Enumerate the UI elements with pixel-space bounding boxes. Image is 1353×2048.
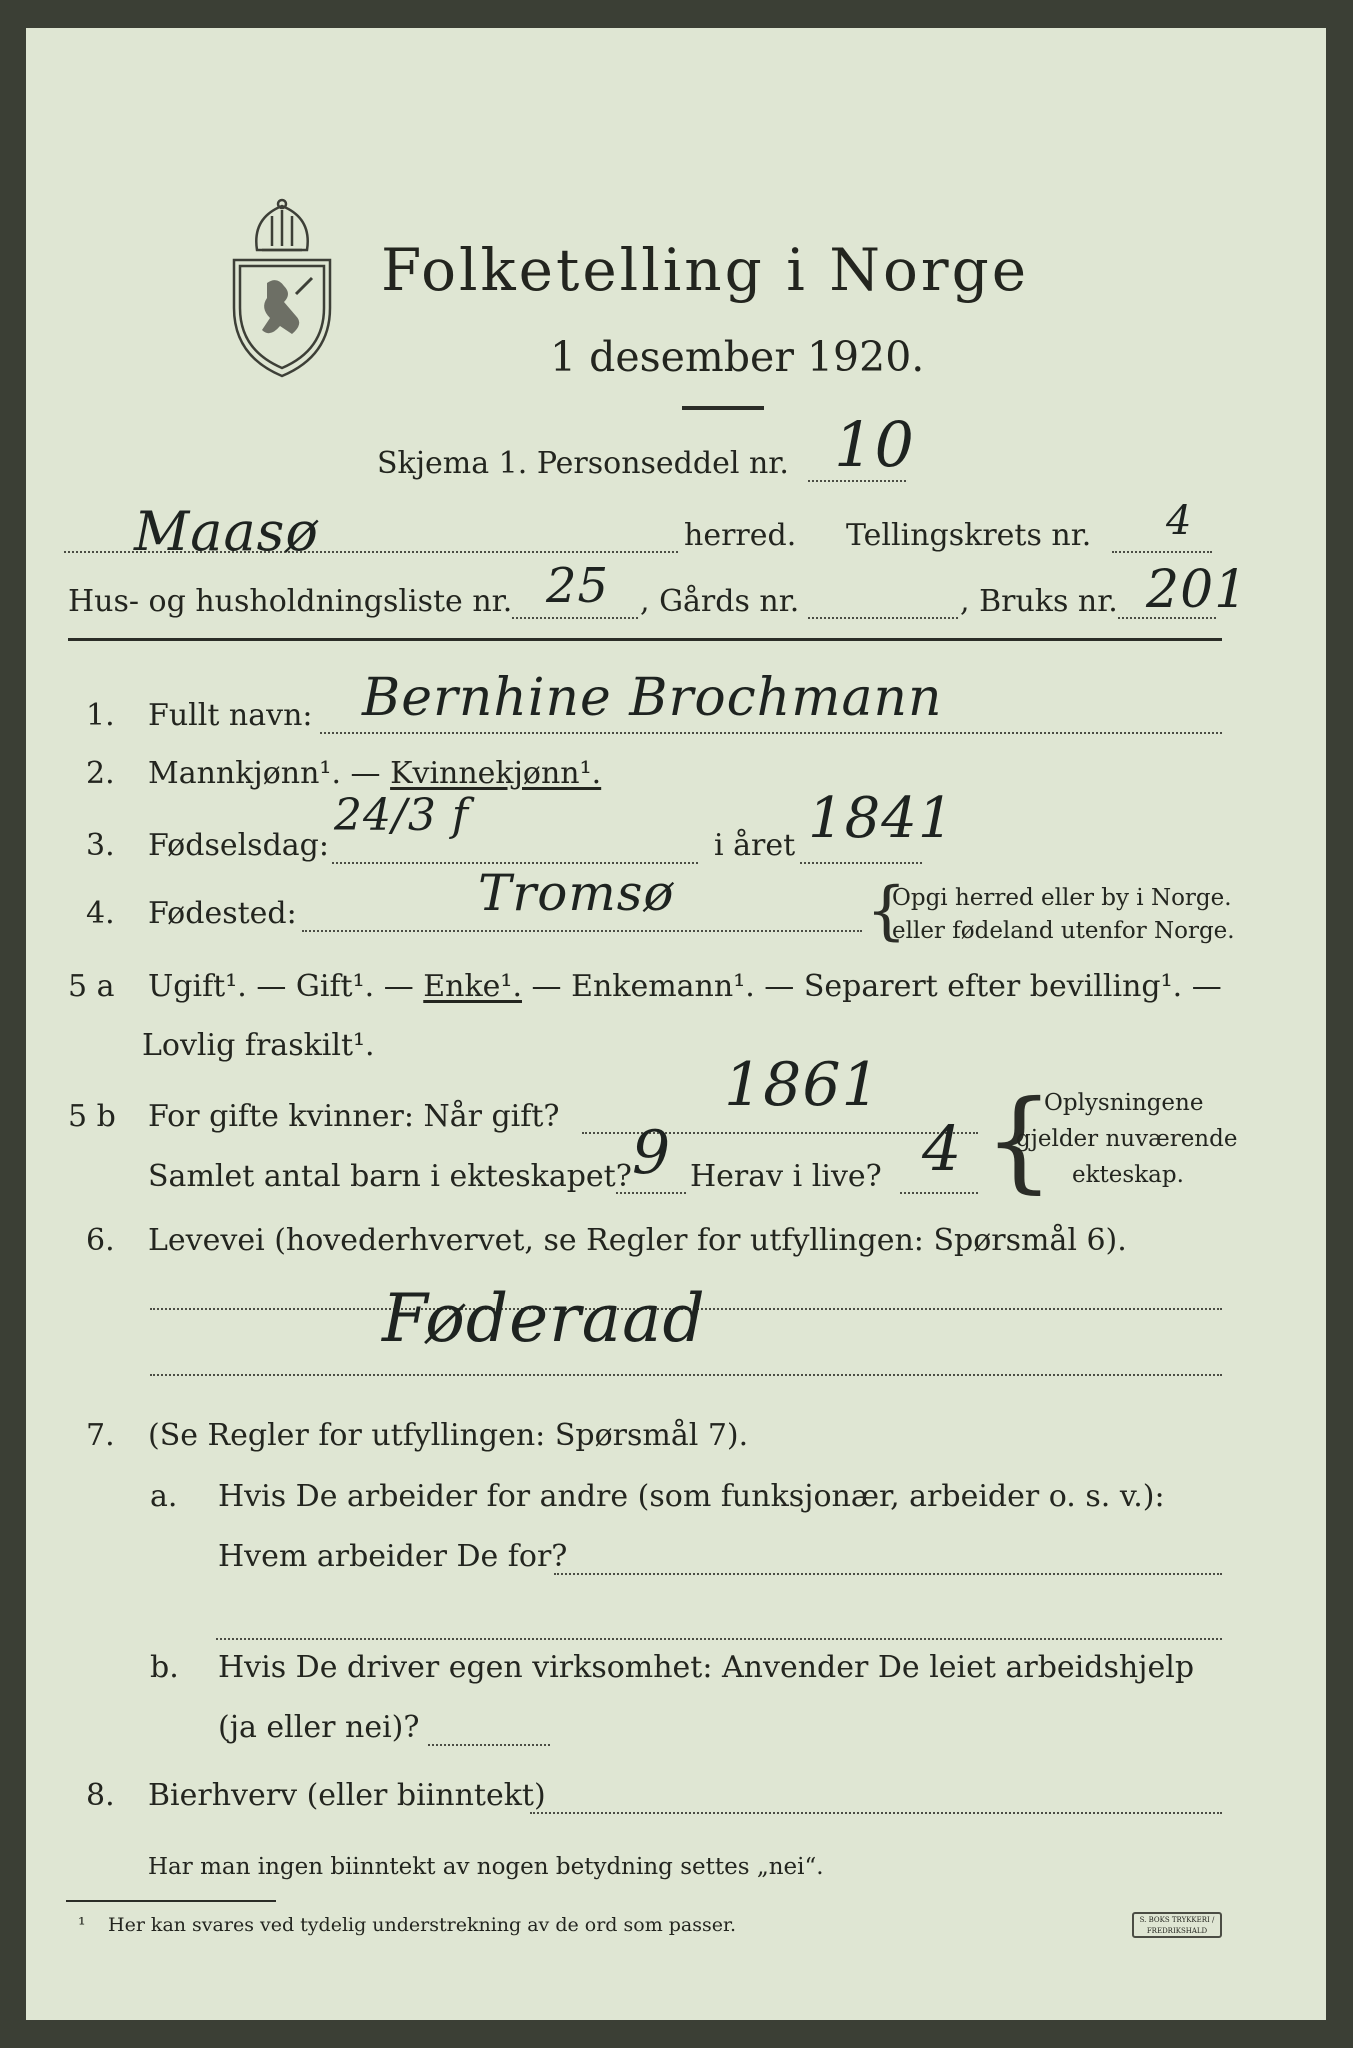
q7a-line bbox=[554, 1573, 1222, 1575]
q7a-line2: Hvem arbeider De for? bbox=[218, 1539, 568, 1574]
q1-number: 1. bbox=[86, 698, 115, 733]
q5b-alive-label: Herav i live? bbox=[690, 1159, 882, 1194]
q1-label: Fullt navn: bbox=[148, 698, 313, 733]
tellingskrets-line bbox=[1112, 551, 1212, 553]
q8-note: Har man ingen biinntekt av nogen betydning settes „nei“. bbox=[148, 1854, 824, 1880]
q2-male: Mannkjønn¹. bbox=[148, 756, 341, 791]
q2-number: 2. bbox=[86, 756, 115, 791]
q5a-line2: Lovlig fraskilt¹. bbox=[142, 1028, 375, 1063]
q3-year-value: 1841 bbox=[808, 786, 955, 851]
q5b-note-brace: { bbox=[984, 1076, 1054, 1204]
q6-label: Levevei (hovederhvervet, se Regler for utfyllingen: Spørsmål 6). bbox=[148, 1223, 1127, 1258]
q5a-ugift: Ugift¹. bbox=[148, 969, 247, 1004]
q7a-number: a. bbox=[150, 1479, 178, 1514]
q3-year-label: i året bbox=[714, 828, 796, 863]
q5a-enke: Enke¹. bbox=[423, 969, 522, 1004]
herred-value: Maasø bbox=[134, 500, 319, 563]
q5b-children-label: Samlet antal barn i ekteskapet? bbox=[148, 1159, 632, 1194]
footnote-rule bbox=[66, 1900, 276, 1902]
footnote-text: Her kan svares ved tydelig understrekning av de ord som passer. bbox=[108, 1914, 737, 1936]
q3-year-line bbox=[800, 862, 922, 864]
header-rule bbox=[68, 638, 1222, 641]
q7b-line2: (ja eller nei)? bbox=[218, 1710, 420, 1745]
q5b-married-value: 1861 bbox=[724, 1050, 881, 1120]
q8-number: 8. bbox=[86, 1778, 115, 1813]
household-list-line bbox=[512, 617, 638, 619]
q2-female: Kvinnekjønn¹. bbox=[390, 756, 602, 791]
q5b-alive-line bbox=[900, 1192, 978, 1194]
q2-separator: — bbox=[341, 756, 391, 791]
gards-label: , Gårds nr. bbox=[640, 584, 800, 619]
q5a-rest: — Enkemann¹. — Separert efter bevilling¹. — bbox=[531, 969, 1222, 1004]
q7b-number: b. bbox=[150, 1650, 179, 1685]
q7a-line1: Hvis De arbeider for andre (som funksjonær, arbeider o. s. v.): bbox=[218, 1479, 1165, 1514]
form-title: Folketelling i Norge bbox=[381, 236, 1030, 304]
q3-number: 3. bbox=[86, 828, 115, 863]
form-date: 1 desember 1920. bbox=[550, 333, 925, 381]
q5b-number: 5 b bbox=[68, 1099, 116, 1134]
q5a-gift: — Gift¹. — bbox=[256, 969, 414, 1004]
q6-number: 6. bbox=[86, 1223, 115, 1258]
q5a-text bbox=[148, 969, 1222, 1004]
q7b-line1: Hvis De driver egen virksomhet: Anvender De leiet arbeidshjelp bbox=[218, 1650, 1195, 1685]
q3-label: Fødselsdag: bbox=[148, 828, 329, 863]
q4-value: Tromsø bbox=[478, 864, 675, 922]
gards-line bbox=[808, 617, 958, 619]
q5b-alive-value: 4 bbox=[922, 1112, 963, 1185]
q4-label: Fødested: bbox=[148, 896, 297, 931]
household-list-value: 25 bbox=[546, 558, 610, 614]
herred-label: herred. bbox=[684, 518, 797, 553]
q5b-note-line2: gjelder nuværende bbox=[1016, 1126, 1238, 1152]
q4-note-brace: { bbox=[866, 874, 907, 948]
tellingskrets-label: Tellingskrets nr. bbox=[846, 518, 1092, 553]
printer-stamp: S. BOKS TRYKKERI / FREDRIKSHALD bbox=[1132, 1912, 1222, 1938]
q7b-line bbox=[428, 1744, 550, 1746]
bruks-value: 201 bbox=[1146, 560, 1249, 620]
q7a-line-extra bbox=[216, 1638, 1222, 1640]
q4-note-line1: Opgi herred eller by i Norge. bbox=[892, 885, 1232, 911]
q5b-children-value: 9 bbox=[632, 1118, 672, 1188]
footnote-mark: ¹ bbox=[78, 1914, 86, 1936]
q8-label: Bierhverv (eller biinntekt) bbox=[148, 1778, 546, 1813]
q5b-children-line bbox=[616, 1192, 686, 1194]
census-form-sheet bbox=[26, 28, 1326, 2020]
q2-text bbox=[148, 756, 601, 791]
q5a-number: 5 a bbox=[68, 969, 115, 1004]
q8-line bbox=[530, 1812, 1222, 1814]
tellingskrets-value: 4 bbox=[1166, 498, 1193, 544]
q5b-label: For gifte kvinner: Når gift? bbox=[148, 1099, 560, 1134]
q6-line2 bbox=[150, 1374, 1222, 1376]
q7-label: (Se Regler for utfyllingen: Spørsmål 7). bbox=[148, 1418, 749, 1453]
bruks-label: , Bruks nr. bbox=[960, 584, 1118, 619]
q4-number: 4. bbox=[86, 896, 115, 931]
q4-note-line2: eller fødeland utenfor Norge. bbox=[892, 918, 1235, 944]
q7-number: 7. bbox=[86, 1418, 115, 1453]
household-list-label: Hus- og husholdningsliste nr. bbox=[68, 584, 513, 619]
norwegian-coat-of-arms-icon bbox=[222, 198, 342, 380]
q5b-note-line3: ekteskap. bbox=[1072, 1162, 1184, 1188]
q1-value: Bernhine Brochmann bbox=[362, 668, 943, 728]
schema-number-value: 10 bbox=[834, 408, 915, 481]
q5b-note-line1: Oplysningene bbox=[1044, 1090, 1204, 1116]
q6-value: Føderaad bbox=[382, 1280, 706, 1357]
title-divider bbox=[682, 406, 764, 410]
q3-day-value: 24/3 f bbox=[334, 790, 470, 841]
q4-line bbox=[302, 930, 862, 932]
q1-line bbox=[320, 732, 1222, 734]
schema-label: Skjema 1. Personseddel nr. bbox=[377, 446, 789, 481]
